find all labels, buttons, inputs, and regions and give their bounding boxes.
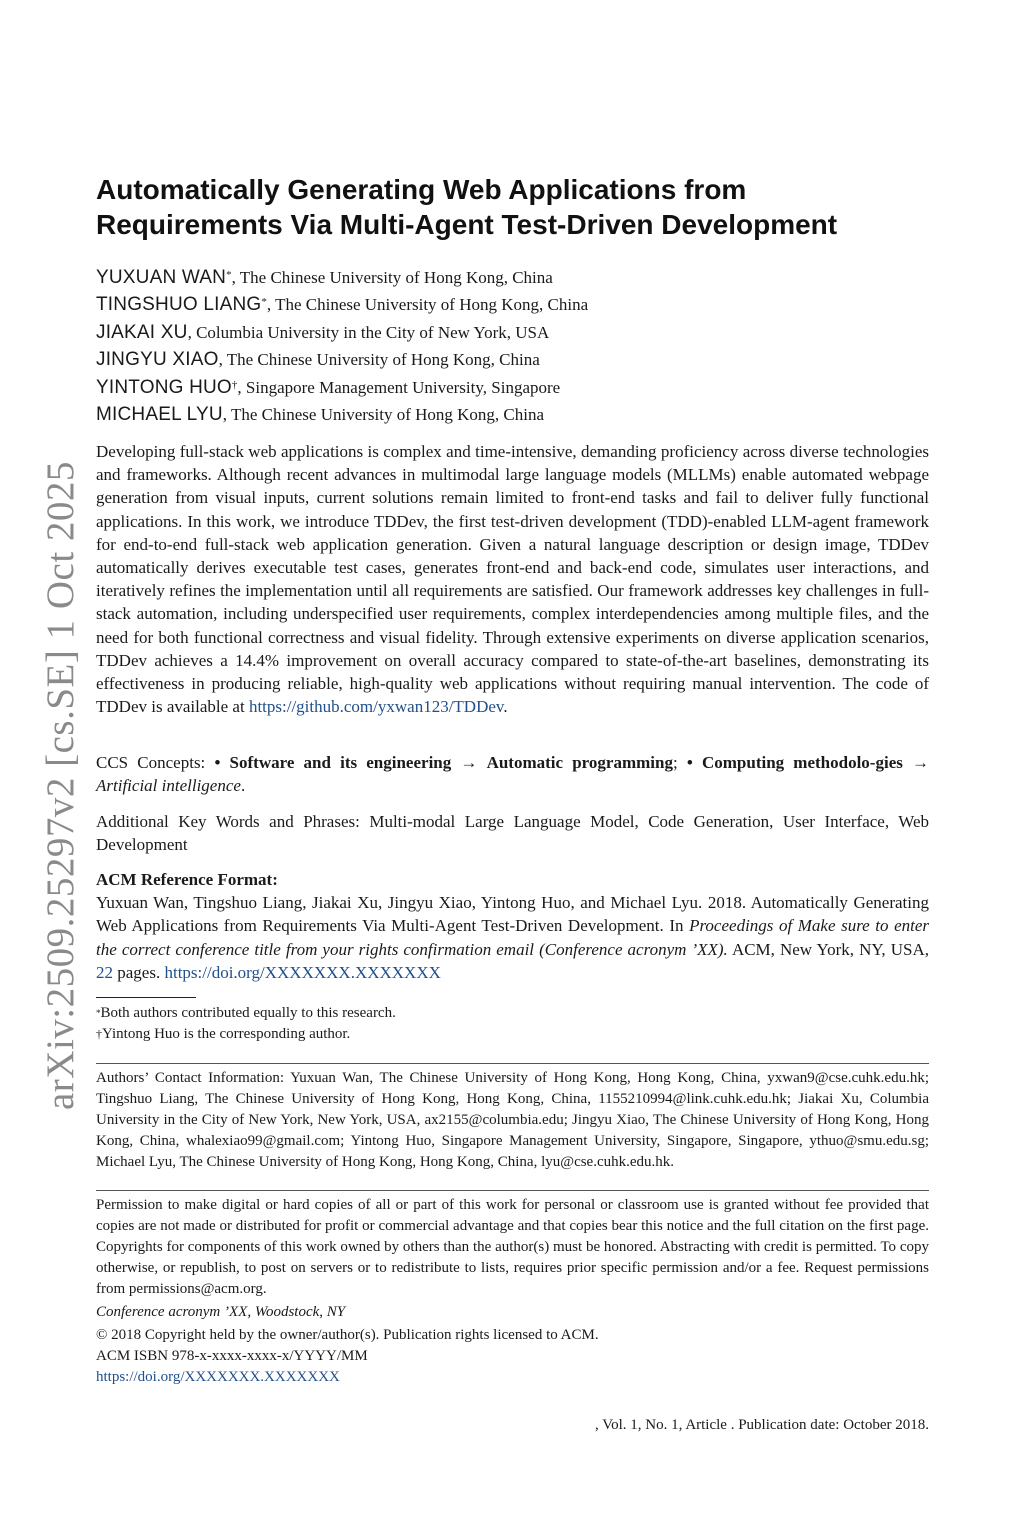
footnote-mark: * bbox=[96, 1008, 101, 1018]
author-affiliation: , Singapore Management University, Singapore bbox=[237, 377, 561, 397]
isbn-line: ACM ISBN 978-x-xxxx-xxxx-x/YYYY/MM bbox=[96, 1348, 368, 1364]
footnotes bbox=[96, 1003, 929, 1045]
ccs-end: . bbox=[240, 776, 246, 796]
footnote bbox=[96, 1003, 929, 1024]
author-name: YUXUAN WAN bbox=[96, 267, 227, 288]
abstract-text: Developing full-stack web applications is complex and time-intensive, demanding proficiency across diverse technologies and frameworks. Although recent advances in multimodal large language models (MLLMs) enable automated webpage generation from visual inputs, current solutions remain limited to front-end tasks and fail to deliver fully functional applications. In this work, we introduce TDDev, the first test-driven development (TDD)-enabled LLM-agent framework for end-to-end full-stack web application generation. Given a natural language description or design image, TDDev automatically derives executable test cases, generates front-end and back-end code, simulates user interactions, and iteratively refines the implementation until all requirements are satisfied. Our framework addresses key challenges in full-stack automation, including underspecified user requirements, complex interdependencies among multiple files, and the need for both functional correctness and visual fidelity. Through extensive experiments on diverse application scenarios, TDDev achieves a 14.4% improvement on overall accuracy compared to state-of-the-art baselines, demonstrating its effectiveness in producing reliable, high-quality web applications without requiring manual intervention. The code of TDDev is available at bbox=[96, 442, 929, 717]
paper-title: Automatically Generating Web Applications from Requirements Via Multi-Agent Test-Driven Development bbox=[96, 174, 838, 240]
footnote-text: Both authors contributed equally to this research. bbox=[100, 1005, 396, 1021]
ccs-separator: ; bbox=[672, 753, 687, 772]
copyright-line: © 2018 Copyright held by the owner/author(s). Publication rights licensed to ACM. bbox=[96, 1327, 599, 1343]
author-name: JIAKAI XU bbox=[96, 321, 188, 343]
author-affiliation: , The Chinese University of Hong Kong, China bbox=[218, 350, 540, 370]
ccs-concept: Software and its engineering bbox=[229, 753, 452, 772]
page-count: 22 bbox=[96, 962, 113, 982]
ccs-arrow: → bbox=[902, 753, 930, 772]
acm-reference-text: pages. bbox=[113, 962, 165, 982]
author-name: MICHAEL LYU bbox=[96, 403, 223, 425]
code-repository-link[interactable]: https://github.com/yxwan123/TDDev bbox=[248, 697, 504, 717]
abstract-end: . bbox=[503, 697, 508, 717]
author-entry bbox=[96, 291, 929, 318]
ccs-concept: Computing methodolo-gies bbox=[701, 753, 903, 772]
conference-name: Conference acronym ’XX, Woodstock, NY bbox=[96, 1304, 346, 1320]
author-affiliation: , The Chinese University of Hong Kong, China bbox=[222, 404, 545, 424]
acm-reference-venue: Proceedings of Make sure to enter the correct conference title from your rights confirmation email (Conference acronym ’XX). bbox=[96, 916, 929, 959]
ccs-label: CCS Concepts: bbox=[96, 753, 215, 772]
ccs-bullet: • bbox=[686, 753, 702, 772]
footnote-text: Yintong Huo is the corresponding author. bbox=[102, 1026, 351, 1042]
permissions-divider bbox=[96, 1190, 929, 1191]
author-name: TINGSHUO LIANG bbox=[96, 294, 262, 316]
author-mark: * bbox=[226, 269, 232, 281]
ccs-subconcept: Automatic programming bbox=[486, 753, 673, 772]
acm-reference-text: ACM, New York, NY, USA, bbox=[727, 939, 929, 959]
running-footer: , Vol. 1, No. 1, Article . Publication date: October 2018. bbox=[595, 1417, 929, 1433]
author-name: YINTONG HUO bbox=[96, 376, 232, 398]
permissions-notice bbox=[96, 1195, 929, 1388]
acm-reference-format bbox=[96, 868, 929, 984]
author-entry bbox=[96, 374, 929, 401]
ccs-bullet: • bbox=[214, 753, 230, 772]
contacts-divider bbox=[96, 1063, 929, 1064]
author-contact-information: Authors’ Contact Information: Yuxuan Wan, The Chinese University of Hong Kong, Hong Kong, China, yxwan9@cse.cuhk.edu.hk; Tingshuo Liang, The Chinese University of Hong Kong, Hong Kong, China, 1155210994@link.cuhk.edu.hk; Jiakai Xu, Columbia University in the City of New York, New York, USA, ax2155@columbia.edu; Jingyu Xiao, The Chinese University of Hong Kong, Hong Kong, China, whalexiao99@gmail.com; Yintong Huo, Singapore Management University, Singapore, Singapore, ythuo@smu.edu.sg; Michael Lyu, The Chinese University of Hong Kong, Hong Kong, China, lyu@cse.cuhk.edu.hk. bbox=[96, 1070, 929, 1170]
abstract bbox=[96, 440, 929, 718]
doi-link[interactable]: https://doi.org/XXXXXXX.XXXXXXX bbox=[164, 962, 441, 982]
ccs-arrow: → bbox=[451, 753, 487, 772]
author-entry bbox=[96, 401, 929, 428]
acm-reference-body bbox=[96, 891, 929, 984]
acm-reference-heading: ACM Reference Format: bbox=[96, 870, 278, 889]
author-affiliation: , The Chinese University of Hong Kong, China bbox=[231, 268, 553, 287]
footnote-divider bbox=[96, 997, 196, 998]
permission-text: Permission to make digital or hard copies of all or part of this work for personal or classroom use is granted without fee provided that copies are not made or distributed for profit or commercial advantage and that copies bear this notice and the full citation on the first page. Copyrights for components of this work owned by others than the author(s) must be honored. Abstracting with credit is permitted. To copy otherwise, or republish, to post on servers or to redistribute to lists, requires prior specific permission and/or a fee. Request permissions from permissions@acm.org. bbox=[96, 1197, 929, 1297]
author-name: JINGYU XIAO bbox=[96, 349, 219, 371]
footnote-mark: † bbox=[96, 1027, 102, 1041]
keywords: Additional Key Words and Phrases: Multi-modal Large Language Model, Code Generation, User Interface, Web Development bbox=[96, 812, 929, 855]
author-entry bbox=[96, 264, 929, 291]
ccs-concepts bbox=[96, 751, 929, 797]
author-mark: * bbox=[261, 296, 267, 309]
author-list bbox=[96, 264, 929, 428]
arxiv-identifier: arXiv:2509.25297v2 [cs.SE] 1 Oct 2025 bbox=[39, 461, 82, 1110]
doi-link[interactable]: https://doi.org/XXXXXXX.XXXXXXX bbox=[96, 1369, 340, 1385]
author-mark: † bbox=[231, 378, 238, 391]
author-affiliation: , Columbia University in the City of New York, USA bbox=[187, 322, 550, 342]
footnote bbox=[96, 1024, 929, 1045]
author-entry bbox=[96, 319, 929, 346]
ccs-subconcept: Artificial intelligence bbox=[96, 776, 241, 796]
author-affiliation: , The Chinese University of Hong Kong, China bbox=[266, 295, 589, 315]
acm-reference-text: Yuxuan Wan, Tingshuo Liang, Jiakai Xu, Jingyu Xiao, Yintong Huo, and Michael Lyu. 2018. Automatically Generating Web Applications from Requirements Via Multi-Agent Test-Driven Development. In bbox=[96, 893, 929, 936]
author-entry bbox=[96, 346, 929, 373]
